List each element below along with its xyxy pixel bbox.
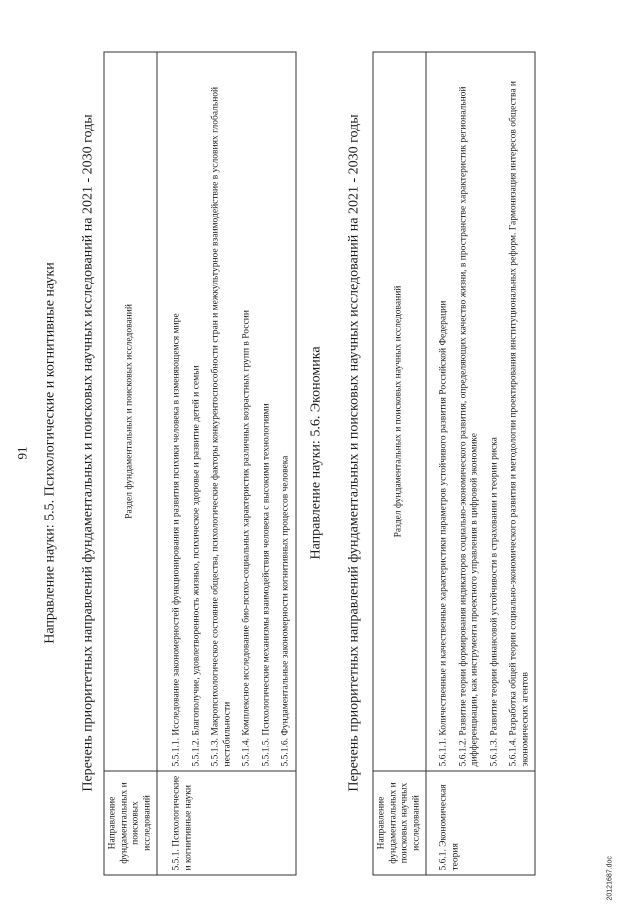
table-header-row	[104, 52, 157, 875]
section1-heading: Направление науки: 5.5. Психологические и когнитивные науки	[42, 261, 57, 644]
list-item: 5.5.1.1. Исследование закономерностей функционирования и развития психики человека в изменяющемся мире	[171, 312, 181, 766]
items-cell	[157, 52, 296, 771]
list-item: 5.6.1.2. Развитие теории формирования индикаторов социально-экономического развития, определяющих качество жизни, в пространстве характеристик региональной дифференциации, как инструмента проектного управления в цифровой экономике	[457, 85, 479, 766]
section2-subheading: Перечень приоритетных направлений фундаментальных и поисковых научных исследований на 2021 - 2030 годы	[346, 113, 361, 792]
table-row	[157, 52, 296, 875]
table-header-row	[373, 52, 426, 875]
table-row	[426, 52, 535, 875]
section1-table	[103, 51, 296, 875]
section1-subheading: Перечень приоритетных направлений фундаментальных и поисковых научных исследований на 2021 - 2030 годы	[80, 113, 95, 792]
col1-header: Направление фундаментальных и поисковых научных исследований	[373, 771, 426, 875]
list-item: 5.6.1.4. Разработка общей теории социально-экономического развития и методологии проектирования институциональных реформ. Гармонизация интересов общества и экономических агентов	[508, 80, 530, 766]
list-item: 5.5.1.4. Комплексное исследование био-психо-социальных характеристик различных возрастных групп в России	[241, 309, 251, 766]
list-item: 5.5.1.5. Психологические механизмы взаимодействия человека с высокими технологиями	[260, 402, 271, 766]
section2-heading: Направление науки: 5.6. Экономика	[308, 345, 323, 560]
list-item: 5.6.1.3. Развитие теории финансовой устойчивости в страховании и теории риска	[488, 436, 499, 766]
direction-cell: 5.6.1. Экономическая теория	[426, 771, 535, 875]
col2-header: Раздел фундаментальных и поисковых научных исследований	[373, 52, 426, 771]
direction-cell: 5.5.1. Психологические и когнитивные науки	[157, 771, 296, 875]
col1-header: Направление фундаментальных и поисковых исследований	[104, 771, 157, 875]
section2-table	[372, 51, 535, 875]
list-item: 5.5.1.3. Макропсихологическое состояние общества, психологические факторы конкурентоспособности стран и межкультурное взаимодействие в условиях глобальной нестабильности	[210, 86, 232, 766]
col2-header: Раздел фундаментальных и поисковых исследований	[104, 52, 157, 771]
list-item: 5.6.1.1. Количественные и качественные характеристики параметров устойчивого развития Российской Федерации	[438, 300, 448, 766]
list-item: 5.5.1.6. Фундаментальные закономерности когнитивных процессов человека	[280, 455, 290, 766]
page-number: 91	[14, 446, 29, 459]
list-item: 5.5.1.2. Благополучие, удовлетворенность жизнью, психическое здоровье и развитие детей и семьи	[190, 364, 201, 766]
footer-filename: 20121687.doc	[606, 855, 613, 900]
items-cell	[426, 52, 535, 771]
